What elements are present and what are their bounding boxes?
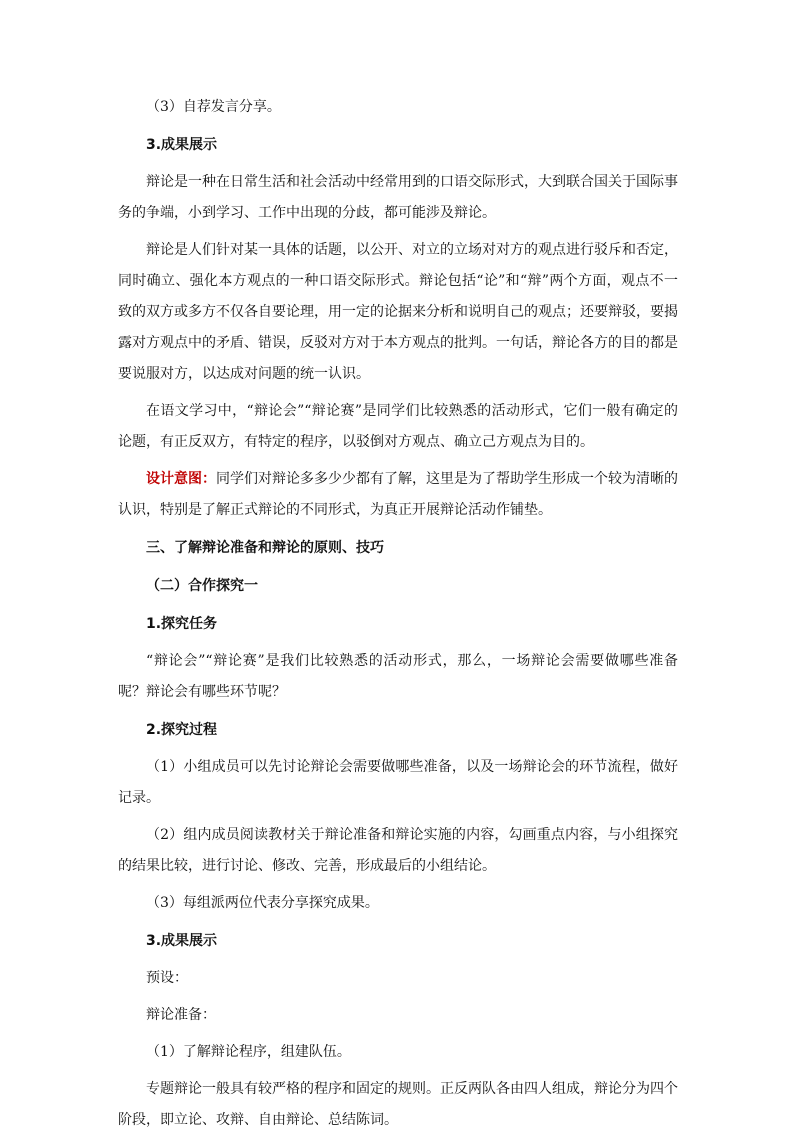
section-heading-principles: 三、了解辩论准备和辩论的原则、技巧 bbox=[146, 540, 384, 556]
paragraph-debate-definition: 辩论是人们针对某一具体的话题，以公开、对立的立场对对方的观点进行驳斥和否定，同时确立、强化本方观点的一种口语交际形式。辩论包括“论”和“辩”两个方面，观点不一致的双方或多方不仅各自要论理，用一定的论据来分析和说明自己的观点；还要辩驳，要揭露对方观点中的矛盾、错误，反驳对方对于本方观点的批判。一句话，辩论各方的目的都是要说服对方，以达成对问题的统一认识。 bbox=[118, 242, 678, 382]
paragraph-debate-intro: 辩论是一种在日常生活和社会活动中经常用到的口语交际形式，大到联合国关于国际事务的争端，小到学习、工作中出现的分歧，都可能涉及辩论。 bbox=[118, 174, 678, 221]
section-heading-task: 1.探究任务 bbox=[146, 616, 218, 632]
process-step-3: （3）每组派两位代表分享探究成果。 bbox=[146, 895, 379, 911]
process-step-2: （2）组内成员阅读教材关于辩论准备和辩论实施的内容，勾画重点内容，与小组探究的结果比较，进行讨论、修改、完善，形成最后的小组结论。 bbox=[118, 827, 678, 874]
paragraph-prep-label: 辩论准备： bbox=[146, 1007, 216, 1023]
document-page bbox=[118, 92, 678, 1136]
section-heading-process: 2.探究过程 bbox=[146, 722, 218, 738]
paragraph-task: “辩论会”“辩论赛”是我们比较熟悉的活动形式，那么，一场辩论会需要做哪些准备呢？辩论会有哪些环节呢？ bbox=[118, 653, 678, 700]
step-3-self-recommend: （3）自荐发言分享。 bbox=[146, 99, 281, 115]
design-intent-paragraph bbox=[118, 464, 678, 526]
paragraph-debate-procedure: 专题辩论一般具有较严格的程序和固定的规则。正反两队各由四人组成，辩论分为四个阶段，即立论、攻辩、自由辩论、总结陈词。 bbox=[118, 1081, 678, 1128]
process-step-1: （1）小组成员可以先讨论辩论会需要做哪些准备，以及一场辩论会的环节流程，做好记录。 bbox=[118, 759, 678, 806]
section-heading-results-1: 3.成果展示 bbox=[146, 137, 218, 153]
section-heading-results-2: 3.成果展示 bbox=[146, 933, 218, 949]
paragraph-preset: 预设： bbox=[146, 970, 188, 986]
design-intent-text: 同学们对辩论多多少少都有了解，这里是为了帮助学生形成一个较为清晰的认识，特别是了解正式辩论的不同形式，为真正开展辩论活动作铺垫。 bbox=[118, 471, 678, 518]
subsection-heading-cooperation: （二）合作探究一 bbox=[146, 578, 258, 594]
paragraph-debate-forms: 在语文学习中，“辩论会”“辩论赛”是同学们比较熟悉的活动形式，它们一般有确定的论题，有正反双方，有特定的程序，以驳倒对方观点、确立己方观点为目的。 bbox=[118, 403, 678, 450]
design-intent-label: 设计意图： bbox=[146, 471, 216, 487]
prep-step-1: （1）了解辩论程序，组建队伍。 bbox=[146, 1044, 351, 1060]
